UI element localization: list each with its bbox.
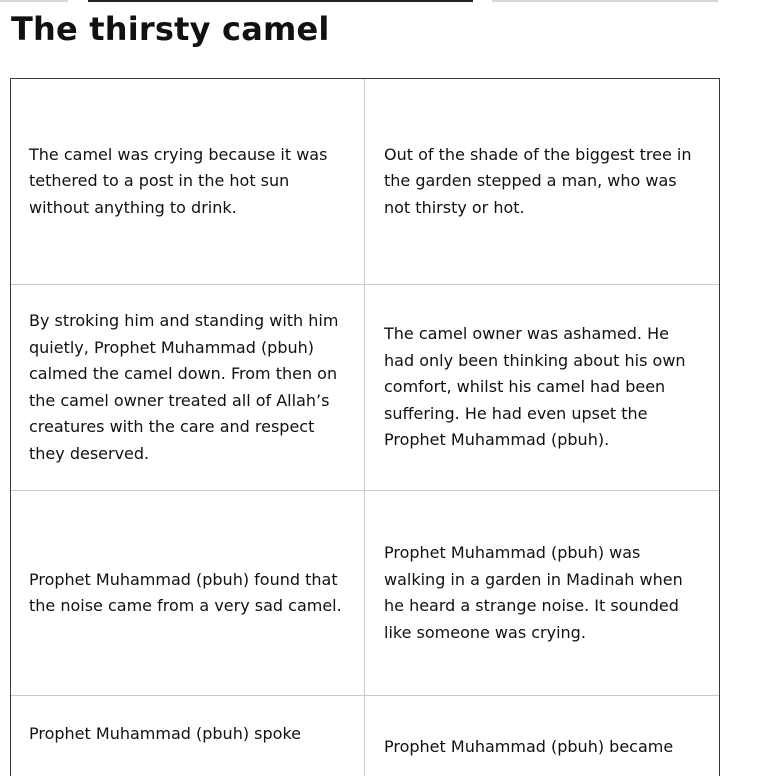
story-card	[11, 491, 365, 695]
story-card	[11, 696, 365, 776]
story-card	[365, 696, 719, 776]
story-card-text: Prophet Muhammad (pbuh) spoke	[29, 724, 301, 743]
story-card	[365, 285, 719, 490]
page-title: The thirsty camel	[11, 10, 330, 48]
card-row	[11, 79, 719, 285]
top-divider-right	[492, 0, 718, 2]
story-card-text: Prophet Muhammad (pbuh) found that the noise came from a very sad camel.	[29, 569, 342, 615]
story-card-text: Prophet Muhammad (pbuh) became	[384, 737, 674, 756]
story-card-text: The camel owner was ashamed. He had only been thinking about his own comfort, whilst his camel had been suffering. He had even upset the Prophet Muhammad (pbuh).	[384, 324, 686, 450]
story-card-text: Out of the shade of the biggest tree in the garden stepped a man, who was not thirsty or hot.	[384, 144, 692, 217]
card-row	[11, 696, 719, 776]
story-card-text: By stroking him and standing with him quietly, Prophet Muhammad (pbuh) calmed the camel down. From then on the camel owner treated all of Allah’s creatures with the care and respect they deserved.	[29, 311, 339, 463]
top-divider-center	[88, 0, 473, 2]
story-card	[11, 79, 365, 284]
story-card	[365, 79, 719, 284]
story-card-grid	[10, 78, 720, 776]
story-card-text: Prophet Muhammad (pbuh) was walking in a garden in Madinah when he heard a strange noise. It sounded like someone was crying.	[384, 543, 683, 642]
story-card	[365, 491, 719, 695]
top-divider-left	[0, 0, 68, 2]
card-row	[11, 285, 719, 491]
card-row	[11, 491, 719, 696]
story-card-text: The camel was crying because it was tethered to a post in the hot sun without anything to drink.	[29, 144, 328, 217]
story-card	[11, 285, 365, 490]
